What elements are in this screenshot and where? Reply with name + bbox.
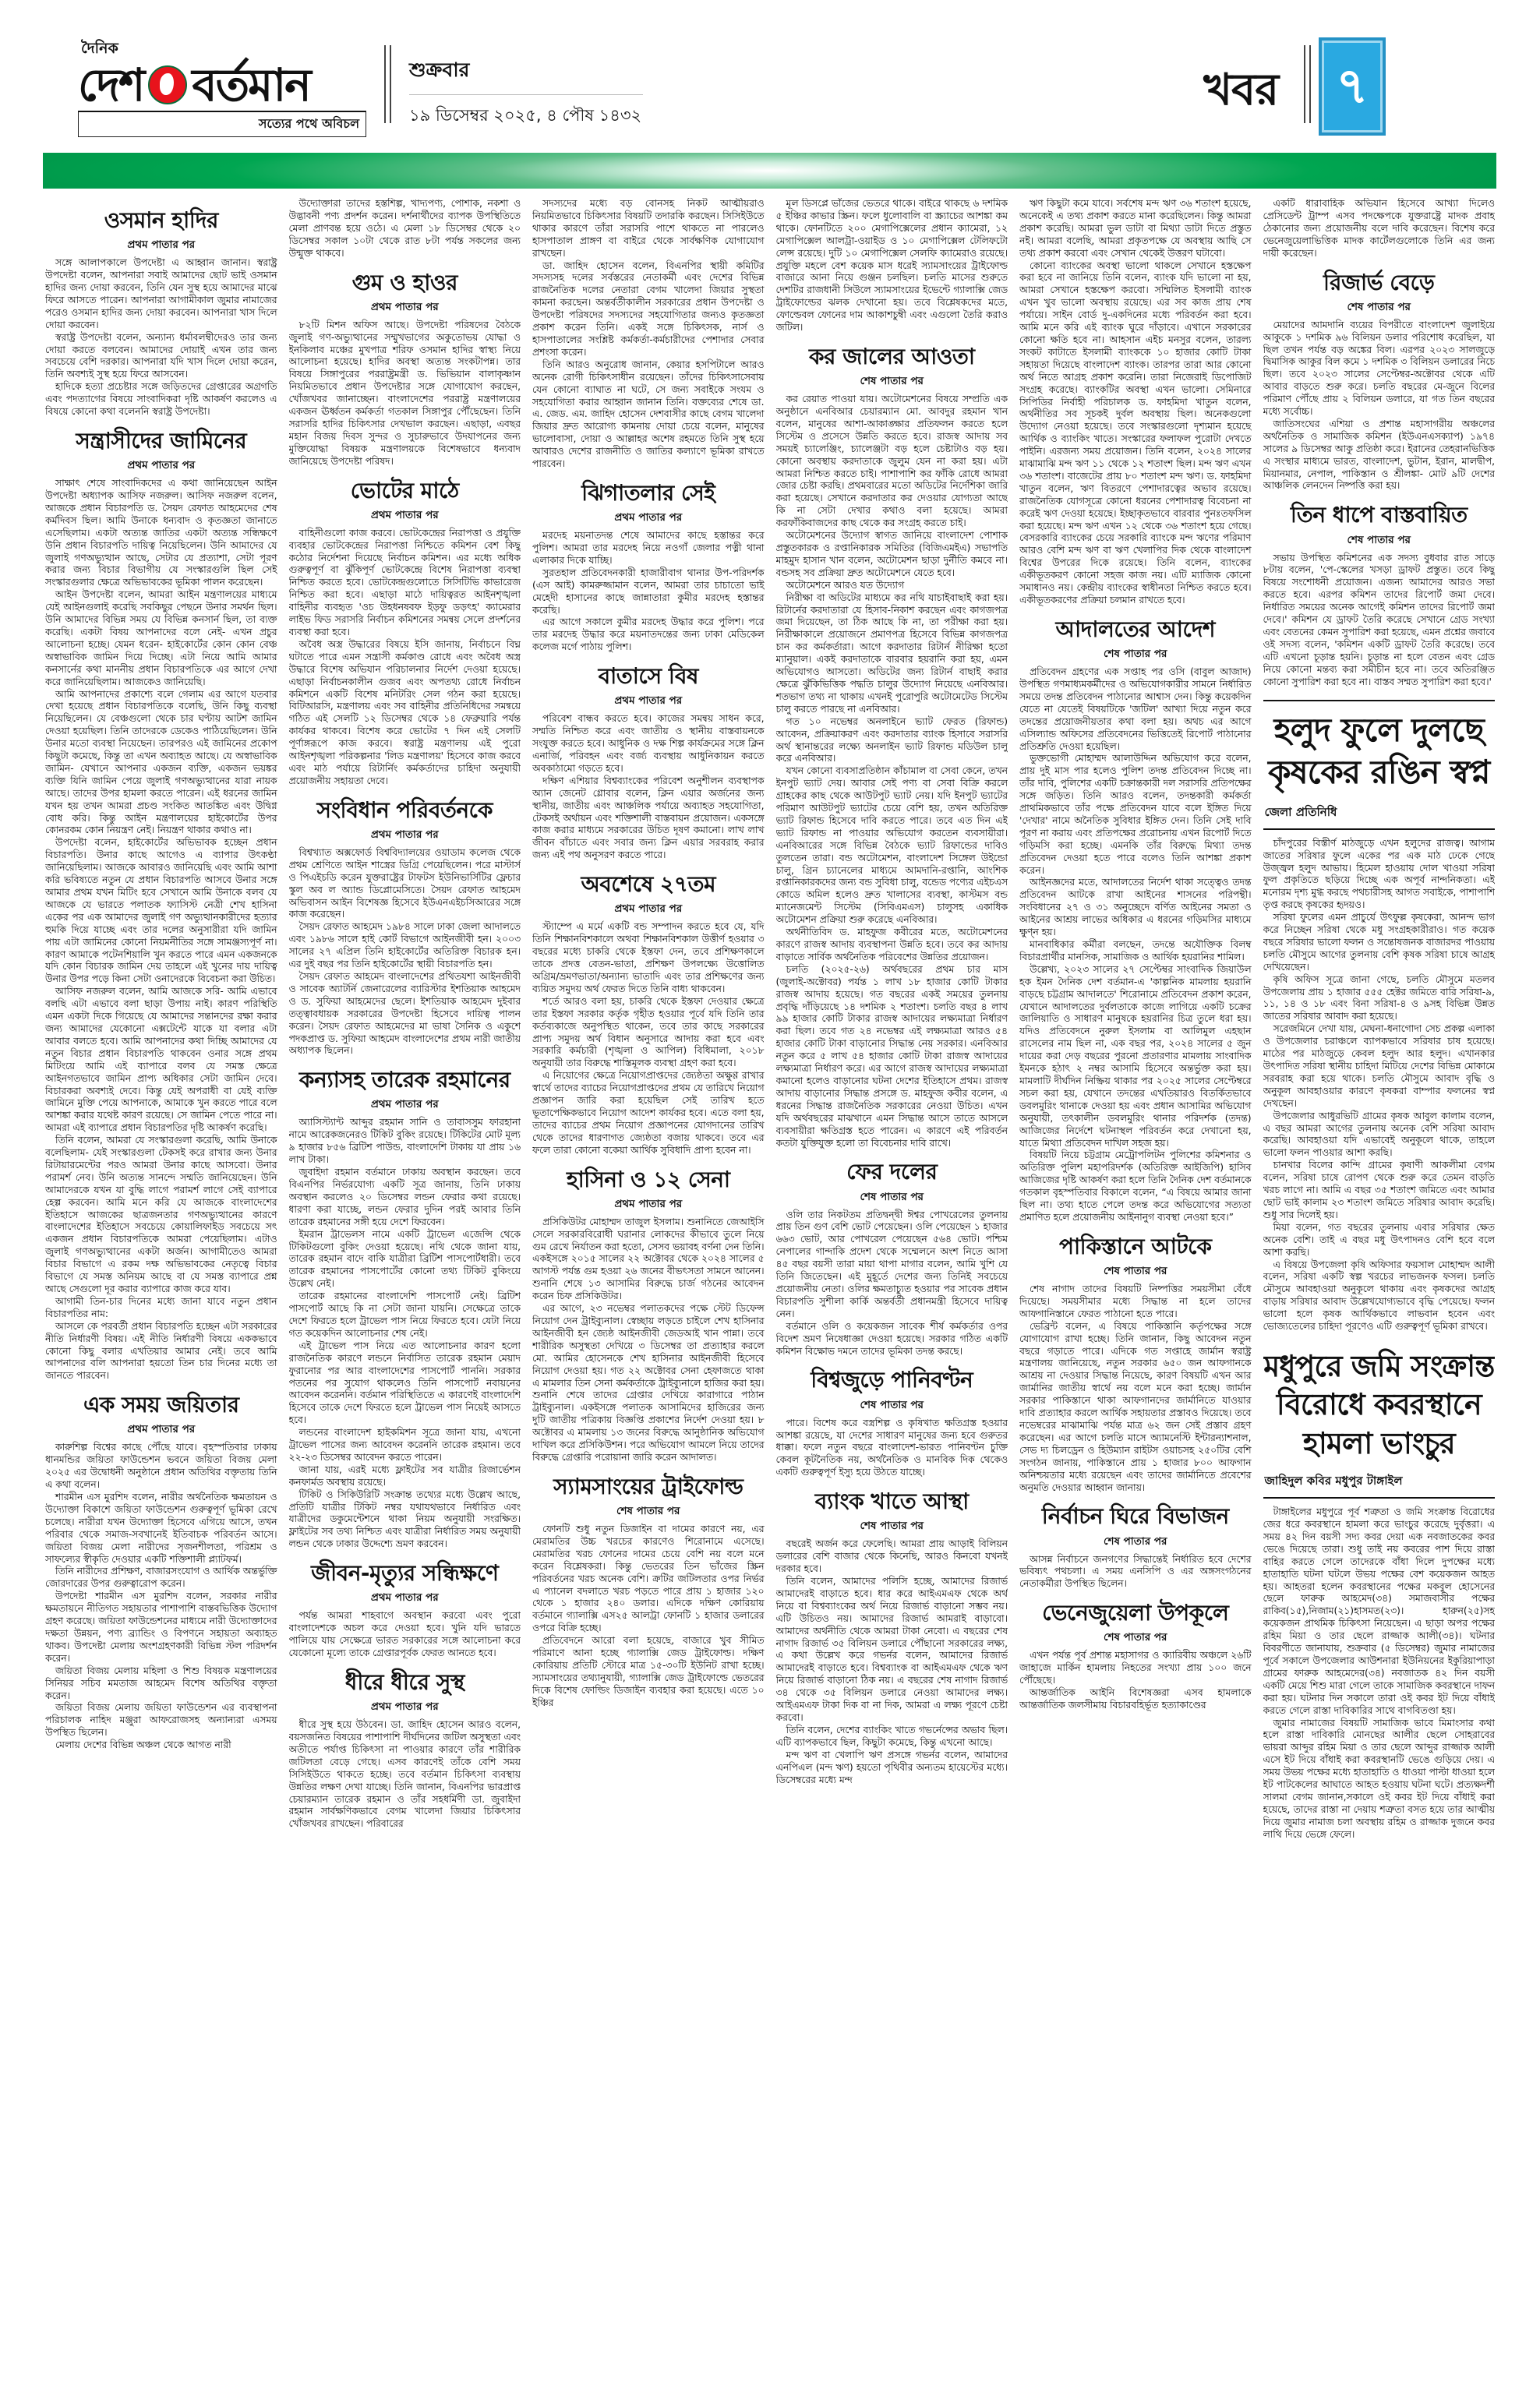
article-paragraph: মেলায় দেশের বিভিন্ন অঞ্চল থেকে আগত নারী — [55, 1739, 231, 1751]
weekday-label: শুক্রবার — [409, 58, 470, 81]
article-headline: হাসিনা ও ১২ সেনা — [566, 1166, 730, 1192]
article-paragraph: আইনজ্ঞদের মতে, আদালতের নির্দেশ থাকা সত্ত্বেও তদন্ত প্রতিবেদন আটকে রাখা আইনের শাসনের পরিপন্থী। সংবিধানের ২৭ ও ৩১ অনুচ্ছেদে বর্ণিত আইনের সমতা ও আইনের আশ্রয় লাভের অধিকার এ ধরনের গড়িমসির মাধ্যমে ক্ষুণ্ন হয়। — [1019, 877, 1252, 938]
article-paragraph: সঙ্গে আলাপকালে উপদেষ্টা এ আহ্বান জানান। স্বরাষ্ট্র উপদেষ্টা বলেন, আপনারা সবাই আমাদের ছোট ভাই ওসমান হাদির জন্য দোয়া করবেন, তিনি যেন সুস্থ হয়ে আমাদের মাঝে ফিরে আসতে পারেন। আপনারা আগামীকাল জুমার নামাজের পরেও ওসমান হাদির জন্য দোয়া করবেন। আপনারা খাস দিলে দোয়া করবেন। — [45, 257, 277, 330]
article-paragraph: জাতিসংঘের এশিয়া ও প্রশান্ত মহাসাগরীয় অঞ্চলের অর্থনৈতিক ও সামাজিক কমিশন (ইউএনএসক্যাপ) ১৯৭৪ সালের ৯ ডিসেম্বর আকু প্রতিষ্ঠা করে। ইরানের তেহরানভিত্তিক এ সংস্থার মাধ্যমে ভারত, বাংলাদেশ, ভুটান, ইরান, মালদ্বীপ, মিয়ানমার, নেপাল, পাকিস্তান ও শ্রীলঙ্কা- মোট ৯টি দেশের আঞ্চলিক লেনদেন নিষ্পত্তি করা হয়। — [1263, 418, 1495, 492]
article-headline: জীবন-মৃত্যুর সন্ধিক্ষণে — [311, 1560, 499, 1587]
masthead-daily-label: দৈনিক — [81, 40, 118, 57]
article-paragraph: এই ট্রাভেল পাস নিয়ে এত আলোচনার কারণ হলো রাজনৈতিক কারণে লন্ডনে নির্বাসিত তারেক রহমান মেয়াদ ফুরানোর পর আর বাংলাদেশের পাসপোর্ট পাননি। সরকার পতনের পর সুযোগ থাকলেও তিনি পাসপোর্ট নবায়নের আবেদন করেননি। বর্তমান পরিস্থিতিতে এ কারণেই বাংলাদেশি হিসেবে তাকে দেশে ফিরতে হলে ট্রাভেল পাস নিয়েই আসতে হবে। — [288, 1340, 521, 1426]
article-paragraph: পর্যন্ত আমরা শাহবাগে অবস্থান করবো এবং পুরো বাংলাদেশকে অচল করে দেওয়া হবে। খুনি যদি ভারতে পালিয়ে যায় সেক্ষেত্রে ভারত সরকারের সঙ্গে আলোচনা করে যেকোনো মূল্যে তাকে গ্রেপ্তারপূর্বক ফেরত আনতে হবে। — [288, 1610, 521, 1659]
article-body — [532, 1524, 765, 1710]
title-right: বর্তমান — [192, 58, 310, 111]
article-paragraph: সরেজমিনে দেখা যায়, মেঘনা-ধনাগোদা সেচ প্রকল্প এলাকা ও উপজেলার চরাঞ্চলে ব্যাপকভাবে সরিষার চাষ হয়েছে। মাঠের পর মাঠজুড়ে কেবল হলুদ আর হলুদ। এখানকার উৎপাদিত সরিষা স্থানীয় চাহিদা মিটিয়ে দেশের বিভিন্ন মোকামে সরবরাহ করা হয়ে থাকে। চলতি মৌসুমে আবাদ বৃদ্ধি ও অনুকূল আবহাওয়ার কারণে কৃষকরা বাম্পার ফলনের স্বপ্ন দেখছেন। — [1263, 1023, 1495, 1109]
continued-from-label: প্রথম পাতার পর — [127, 238, 196, 252]
article-paragraph: উপদেষ্টা শারমীন এস মুরশিদ বলেন, সরকার নারীর ক্ষমতায়নে নীতিগত সহায়তার পাশাপাশি বাস্তবভিত্তিক উদ্যোগ গ্রহণ করেছে। জয়িতা ফাউন্ডেশনের মাধ্যমে নারী উদ্যোক্তাদের দক্ষতা উন্নয়ন, পণ্য ব্র্যান্ডিং ও বিপণনে সহায়তা অব্যাহত থাকব। উপদেষ্টা মেলায় অংশগ্রহণকারী বিভিন্ন স্টল পরিদর্শন করেন। — [45, 1591, 277, 1664]
newspaper-masthead — [78, 37, 366, 137]
article-body — [289, 1117, 521, 1551]
article-paragraph: কারুশিল্প বিশ্বের কাছে পৌঁছে যাবে। বৃহস্পতিবার ঢাকায় ধানমন্ডির জয়িতা ফাউন্ডেশন ভবনে জয়িতা বিজয় মেলা ২০২৫ এর উদ্বোধনী অনুষ্ঠানে প্রধান অতিথির বক্তৃতায় তিনি এ কথা বলেন। — [45, 1442, 277, 1491]
article-paragraph: যখন কোনো ব্যবসাপ্রতিষ্ঠান কাঁচামাল বা সেবা কেনে, তখন ইনপুট ভ্যাট দেয়। আবার সেই পণ্য বা সেবা বিক্রি করলে গ্রাহকের কাছ থেকে আউটপুট ভ্যাট নেয়। যদি ইনপুট ভ্যাটের পরিমাণ আউটপুট ভ্যাটের চেয়ে বেশি হয়, তখন অতিরিক্ত ভ্যাট রিফান্ড হিসেবে দাবি করতে পারে। তবে এত দিন এই ভ্যাট রিফান্ড না পাওয়ার অভিযোগ করতেন ব্যবসায়ীরা। এনবিআরের সঙ্গে বিভিন্ন বৈঠকে ভ্যাট রিফান্ডের দাবিও তুলতেন তারা। বন্ড অটোমেশন, বাংলাদেশ সিঙ্গেল উইন্ডো চালু, গ্রিন চ্যানেলের মাধ্যমে আমদানি-রপ্তানি, আংশিক রপ্তানিকারকদের জন্য বন্ড সুবিধা চালু, বন্ডেড পণ্যের এইচএস কোডে অমিল হলেও দ্রুত খালাসের ব্যবস্থা, কাস্টমস বন্ড ম্যানেজমেন্ট সিস্টেম (সিবিএমএস) চালুসহ একাধিক অটোমেশন প্রক্রিয়া শুরু করেছে এনবিআর। — [775, 765, 1008, 926]
title-left: দেশ — [78, 58, 144, 111]
article-paragraph: এর আগে, ২৩ নভেম্বর পলাতকদের পক্ষে স্টেট ডিফেন্স নিয়োগ দেন ট্রাইব্যুনাল। স্বেচ্ছায় লড়তে চাইলে শেখ হাসিনার আইনজীবী হন জ্যেষ্ঠ আইনজীবী জেডআই খান পান্না। তবে শারীরিক অসুস্থতা দেখিয়ে ৩ ডিসেম্বর তা প্রত্যাহার করলে মো. আমির হোসেনকে শেখ হাসিনার আইনজীবী হিসেবে নিয়োগ দেওয়া হয়। গত ২২ অক্টোবর সেনা হেফাজতে থাকা এ মামলার তিন সেনা কর্মকর্তাকে ট্রাইব্যুনালে হাজির করা হয়। শুনানি শেষে তাদের গ্রেপ্তার দেখিয়ে কারাগারে পাঠান ট্রাইব্যুনাল। একইসঙ্গে পলাতক আসামিদের হাজিরের জন্য দুটি জাতীয় পত্রিকায় বিজ্ঞপ্তি প্রকাশের নির্দেশ দেওয়া হয়। ৮ অক্টোবর এ মামলায় ১৩ জনের বিরুদ্ধে আনুষ্ঠানিক অভিযোগ দাখিল করে প্রসিকিউশন। পরে অভিযোগ আমলে নিয়ে তাদের বিরুদ্ধে গ্রেপ্তারি পরোয়ানা জারি করেন আদালত। — [532, 1303, 765, 1463]
article-paragraph: ভেব্রিন্ট বলেন, এ বিষয়ে পাকিস্তানি কর্তৃপক্ষের সঙ্গে যোগাযোগ রাখা হচ্ছে। তিনি জানান, কিছু আবেদন নতুন বছরে গড়াতে পারে। এদিকে গত সপ্তাহে জার্মান স্বরাষ্ট্র মন্ত্রণালয় জানিয়েছে, নতুন সরকার ৬৫০ জন আফগানকে আশ্রয় না দেওয়ার সিদ্ধান্ত নিয়েছে, কারণ বিষয়টি এখন আর জার্মানির জাতীয় স্বার্থে নয় বলে মনে করা হচ্ছে। জার্মান সরকার পাকিস্তানে থাকা আফগানদের জার্মানিতে যাওয়ার দাবি প্রত্যাহার করলে আর্থিক সহায়তার প্রস্তাবও দিয়েছে। তবে নভেম্বরের মাঝামাঝি পর্যন্ত মাত্র ৬২ জন সেই প্রস্তাব গ্রহণ করেছেন। এর আগে চলতি মাসে অ্যামনেস্টি ইন্টারন্যাশনাল, সেভ দ্য চিলড্রেন ও হিউম্যান রাইটস ওয়াচসহ ২৫০টির বেশি সংগঠন জানায়, পাকিস্তানে প্রায় ১ হাজার ৮০০ আফগান অনিশ্চয়তার মধ্যে রয়েছেন এবং তাদের জার্মানিতে প্রবেশের অনুমতি দেওয়ার আহ্বান জানায়। — [1019, 1320, 1252, 1493]
article-headline: ঝিগাতলার সেই — [581, 479, 715, 506]
article-paragraph: এর আগে সকালে কুমীর মরদেহ উদ্ধার করে পুলিশ। পরে তার মরদেহ উদ্ধার করে ময়নাতদন্তের জন্য ঢাকা মেডিকেল কলেজ মর্গে পাঠায় পুলিশ। — [532, 616, 765, 653]
article-paragraph: মন্দ ঋণ বা খেলাপি ঋণ প্রসঙ্গে গভর্নর বলেন, আমাদের এনপিএল (মন্দ ঋণ) হয়তো পৃথিবীর অন্যতম হায়েস্টের মধ্যে। ডিসেম্বরের মধ্যে মন্দ — [775, 1749, 1008, 1785]
continued-from-label: প্রথম পাতার পর — [614, 511, 683, 524]
article-paragraph: সৈয়দ রেফাত আহমেদ ১৯৮৪ সালে ঢাকা জেলা আদালতে এবং ১৯৮৬ সালে হাই কোর্ট বিভাগে আইনজীবী হন। ২০০৩ সালের ২৭ এপ্রিল তিনি হাইকোর্টের অতিরিক্ত বিচারক হন। এর দুই বছর পর তিনি হাইকোর্টের স্থায়ী বিচারপতি হন। — [288, 921, 521, 970]
continued-from-label: শেষ পাতার পর — [616, 1505, 680, 1517]
article-paragraph: কর রেয়াত পাওয়া যায়। অটোমেশনের বিষয়ে সম্প্রতি এক অনুষ্ঠানে এনবিআর চেয়ারম্যান মো. আবদুর রহমান খান বলেন, মানুষের আশা-আকাঙ্ক্ষার প্রতিফলন করতে হলে সিস্টেম ও প্রসেসে উন্নতি করতে হবে। রাজস্ব আদায় সব সময়ই চ্যালেঞ্জিং, চ্যালেঞ্জটা বড় হলে চেষ্টাটাও বড় হয়। কোনো অবস্থায় করদাতাকে জুলুম যেন না করা হয়। এটা আমরা নিশ্চিত করতে চাই। পাশাপাশি কর ফাঁকি রোধে আমরা জোর চেষ্টা করছি। প্রথমবারের মতো অডিটের নির্দেশিকা জারি করা হয়েছে। সেখানে করদাতার কর দেওয়ার যোগ্যতা আছে কি না সেটা দেখার কথাও বলা হয়েছে। আমরা করফাঁকিবাজদের কাছ থেকে কর সংগ্রহ করতে চাই। — [775, 394, 1008, 529]
article-paragraph: মূল ডিসপ্লে ভাঁজের ভেতরে থাকে। বাইরে থাকছে ৬ দশমিক ৫ ইঞ্চির কাভার স্ক্রিন। ফলে ধুলোবালি বা স্ক্র্যাচের আশঙ্কা কম থাকে। ফোনটিতে ২০০ মেগাপিক্সেলের প্রধান ক্যামেরা, ১২ মেগাপিক্সেল আলট্রা-ওয়াইড ও ১০ মেগাপিক্সেল টেলিফটো লেন্স রয়েছে। দুটি ১০ মেগাপিক্সেল সেলফি ক্যামেরাও রয়েছে। প্রযুক্তি মহলে বেশ কয়েক মাস ধরেই স্যামসাংয়ের ট্রাইফোল্ড বাজারে আনা নিয়ে গুঞ্জন চলছিল। চলতি মাসের শুরুতে দেশটির রাজধানী সিউলে স্যামসাংয়ের ইভেন্টে গ্যালাক্সি জেড ট্রাইফোল্ডের ঝলক দেখানো হয়। তবে বিশ্লেষকদের মতে, ফোল্ডেবল ফোনের দাম আকাশচুম্বী এবং এগুলো তৈরি করাও জটিল। — [775, 198, 1008, 334]
reporter-byline: জাহিদুল কবির মধুপুর টাঙ্গাইল — [1263, 1469, 1496, 1499]
article-paragraph: তিনি আরও অনুরোধ জানান, কেয়ার হসপিটালে আরও অনেক রোগী চিকিৎসাধীন রয়েছেন। তাঁদের চিকিৎসাসেবায় যেন কোনো ব্যাঘাত না ঘটে, সে জন্য সবাইকে সংযম ও সহযোগিতা করার আহ্বান জানান তিনি। বক্তব্যের শেষে ডা. এ. জেড. এম. জাহিদ হোসেন দেশবাসীর কাছে বেগম খালেদা জিয়ার দ্রুত আরোগ্য কামনায় দোয়া চেয়ে বলেন, মানুষের ভালোবাসা, দোয়া ও আল্লাহর অশেষ রহমতে তিনি সুস্থ হয়ে আবারও দেশের রাজনীতি ও জাতির কল্যাণে ভূমিকা রাখতে পারবেন। — [532, 358, 765, 470]
continued-from-label: প্রথম পাতার পর — [370, 300, 439, 313]
newspaper-column-2 — [289, 198, 521, 2311]
article-headline: তিন ধাপে বাস্তবায়িত — [1290, 502, 1468, 528]
header-divider-left — [384, 45, 391, 123]
article-paragraph: অটোমেশনের উদ্যোগ স্বাগত জানিয়ে বাংলাদেশ পোশাক প্রস্তুতকারক ও রপ্তানিকারক সমিতির (বিজিএমইএ) সভাপতি মাহমুদ হাসান খান বলেন, অটোমেশন ছাড়া দুর্নীতি কমবে না। বন্ডসহ সব প্রক্রিয়া দ্রুত অটোমেশনে যেতে হবে। — [775, 530, 1008, 578]
article-headline: সংবিধান পরিবর্তনকে — [316, 796, 493, 823]
article-headline: নির্বাচন ঘিরে বিভাজন — [1041, 1503, 1229, 1530]
article-paragraph: তিনি বলেন, আমাদের পলিসি হচ্ছে, আমাদের রিজার্ভ আমাদেরই বাড়াতে হবে। ধার করে আইএমএফ থেকে অর্থ নিয়ে বা বিশ্বব্যাংকের অর্থ নিয়ে রিজার্ভ বাড়ানো সম্ভব নয়। এটি উচিতও নয়। আমাদের রিজার্ভ আমরাই বাড়াবো। আমাদের অর্থনীতি থেকে আমরা টাকা নেবো। এ বছরের শেষ নাগাদ রিজার্ভ ৩৫ বিলিয়ন ডলারে পৌঁছানো সরকারের লক্ষ্য, এ কথা উল্লেখ করে গভর্নর বলেন, আমাদের রিজার্ভ আমাদেরই বাড়াতে হবে। বিশ্বব্যাংক বা আইএমএফ থেকে ঋণ নিয়ে রিজার্ভ বাড়ানো ঠিক নয়। এ বছরের শেষ নাগাদ রিজার্ভ ৩৪ থেকে ৩৫ বিলিয়ন ডলারে নেওয়া আমাদের লক্ষ্য। আইএমএফ টাকা দিক বা না দিক, আমরা এ লক্ষ্য পূরণে চেষ্টা করবো। — [775, 1576, 1008, 1723]
section-rule — [1263, 700, 1496, 701]
masthead-tagline: সত্যের পথে অবিচল — [78, 111, 366, 137]
continued-from-label: শেষ পাতার পর — [1104, 1631, 1167, 1644]
article-headline: সন্ত্রাসীদের জামিনের — [76, 427, 247, 454]
article-body — [289, 847, 521, 1058]
article-body — [289, 1610, 521, 1660]
article-body — [532, 198, 765, 471]
article-paragraph: পরিবেশ বান্ধব করতে হবে। কাজের সমন্বয় সাধন করে, সম্মতি নিশ্চিত করে এবং জাতীয় ও স্থানীয় বাস্তবায়নকে সংযুক্ত করতে হবে। আধুনিক ও দক্ষ শিল্প কার্যক্রমের সঙ্গে ক্লিন এনার্জি, পরিবহন এবং বর্জ্য ব্যবস্থায় আধুনিকায়ন করতে অবকাঠামো গড়তে হবে। — [532, 713, 765, 774]
article-paragraph: বিশ্বখ্যাত অক্সফোর্ড বিশ্ববিদ্যালয়ের ওয়াডাম কলেজ থেকে প্রথম শ্রেণিতে আইন শাস্ত্রের ডিগ্রি পেয়েছিলেন। পরে মাস্টার্স ও পিএইচডি করেন যুক্তরাষ্ট্রের টাফটস ইউনিভার্সিটির ফ্লেচার স্কুল অব ল অ্যান্ড ডিপ্লোমেসিতে। সৈয়দ রেফাত আহমেদ অভিবাসন আইন বিশেষজ্ঞ হিসেবে ইউএনএইচসিআরের সঙ্গে কাজ করেছেন। — [288, 846, 521, 920]
article-paragraph: প্রতিবেদন গ্রহণের এক সপ্তাহ পর ওসি (বাবুল আজাদ) উপস্থিত গণমাধ্যমকর্মীদের ও অভিযোগকারীর সামনে নির্ধারিত সময়ে তদন্ত প্রতিবেদন পাঠানোর আশ্বাস দেন। কিন্তু কয়েকদিন যেতে না যেতেই বিষয়টিকে 'জটিল' আখ্যা দিয়ে নতুন করে তদন্তের প্রয়োজনীয়তার কথা বলা হয়। অথচ এর আগে এসিল্যান্ড অফিসের প্রতিবেদনের ভিত্তিতেই রিপোর্ট পাঠানোর প্রতিশ্রুতি দেওয়া হয়েছিল। — [1019, 666, 1252, 752]
article-paragraph: সৈয়দ রেফাত আহমেদ বাংলাদেশের প্রথিতযশা আইনজীবী ও সাবেক অ্যাটর্নি জেনারেলের ব্যারিস্টার ইশতিয়াক আহমেদ ও ড. সুফিয়া আহমেদের ছেলে। ইশতিয়াক আহমেদ দুইবার তত্ত্বাবধায়ক সরকারের উপদেষ্টা হিসেবে দায়িত্ব পালন করেন। সৈয়দ রেফাত আহমেদের মা ভাষা সৈনিক ও একুশে পদকপ্রাপ্ত ড. সুফিয়া আহমেদ বাংলাদেশের প্রথম নারী জাতীয় অধ্যাপক ছিলেন। — [288, 970, 521, 1057]
article-paragraph: উপদেষ্টা বলেন, হাইকোর্টের অভিভাবক হচ্ছেন প্রধান বিচারপতি। উনার কাছে আগেও এ ব্যাপার উৎকণ্ঠা জানিয়েছিলাম। আজকে আবারও জানিয়েছি এবং আমি আশা করি ভবিষ্যতে নতুন যে প্রধান বিচারপতি আসবে উনার সঙ্গে আমার প্রথম যখন মিটিং হবে সেখানে আমি উনাকে বলব যে আজকে যে ভারতে পলাতক ফ্যাসিস্ট নেত্রী শেখ হাসিনা একের পর এক আমাদের জুলাই গণ অভ্যুত্থানকারীদের হত্যার হুমকি দিয়ে যাচ্ছে এবং তার দলের অনুসারীরা যদি জামিন পায় এটা জামিনের কোনো নিয়মনীতির সঙ্গে সামঞ্জস্যপূর্ণ না। কারণ আমাকে পটেনশিয়ালি খুন করতে পারে এমন একজনকে যদি কোন বিচারক জামিন দেয় তাহলে এই খুনের দায় দায়িত্ব উনার উপর পড়ে কিনা সেটা ওনাদেরকে বিবেচনা করা উচিত। — [45, 837, 277, 985]
article-paragraph: ডা. জাহিদ হোসেন বলেন, বিএনপির স্থায়ী কমিটির সদস্যসহ দলের সর্বস্তরের নেতাকর্মী এবং দেশের বিভিন্ন রাজনৈতিক দলের নেতারা বেগম খালেদা জিয়ার সুস্থতা কামনা করছেন। অন্তর্বর্তীকালীন সরকারের প্রধান উপদেষ্টা ও উপদেষ্টা পরিষদের সদস্যদের সহযোগিতার জন্যও কৃতজ্ঞতা প্রকাশ করেন তিনি। একই সঙ্গে চিকিৎসক, নার্স ও হাসপাতালের সংশ্লিষ্ট কর্মকর্তা-কর্মচারীদের পেশাদার সেবার প্রশংসা করেন। — [532, 260, 765, 358]
article-paragraph: লন্ডনের বাংলাদেশ হাইকমিশন সূত্রে জানা যায়, এখনো ট্রাভেল পাসের জন্য আবেদন করেননি তারেক রহমান। তবে ২২-২৩ ডিসেম্বর আবেদন করতে পারেন। — [288, 1427, 521, 1463]
article-paragraph: মিয়া বলেন, গত বছরের তুলনায় এবার সরিষার ক্ষেত অনেক বেশি। তাই এ বছর মধু উৎপাদনও বেশি হবে বলে আশা করছি। — [1263, 1221, 1495, 1258]
article-paragraph: আসলে কে পরবর্তী প্রধান বিচারপতি হচ্ছেন এটা সরকারের নীতি নির্ধারণী বিষয়। এই নীতি নির্ধারণী বিষয়ে এককভাবে কোনো কিছু বলার এখতিয়ার আমার নেই। তবে আমি আপনাদের বলি আপনারা হয়তো তিন চার দিনের মধ্যে তা জানতে পারবেন। — [45, 1320, 277, 1382]
article-paragraph: চাঁদপুরের বিস্তীর্ণ মাঠজুড়ে এখন হলুদের রাজত্ব। আগাম জাতের সরিষার ফুলে একের পর এক মাঠ ঢেকে গেছে উজ্জ্বল হলুদ আভায়। হিমেল হাওয়ায় দোল খাওয়া সরিষা ফুল প্রকৃতিতে ছড়িয়ে দিচ্ছে এক অপূর্ব নান্দনিকতা। এই মনোরম দৃশ্য মুগ্ধ করছে পথচারীসহ আগত সবাইকে, পাশাপাশি তৃপ্ত করছে কৃষকের হৃদয়ও। — [1263, 837, 1495, 911]
article-paragraph: অবৈধ অস্ত্র উদ্ধারের বিষয়ে ইসি জানায়, নির্বাচনে বিঘ্ন ঘটাতে পারে এমন সন্ত্রাসী কর্মকাণ্ড রোধে এবং অবৈধ অস্ত্র উদ্ধারে বিশেষ অভিযান পরিচালনার নির্দেশ দেওয়া হয়েছে। এছাড়া নির্বাচনকালীন গুজব এবং অপতথ্য রোধে নির্বাচন কমিশনে একটি বিশেষ মনিটরিং সেল গঠন করা হয়েছে। বিটিআরসি, মন্ত্রণালয় এবং সব বাহিনীর প্রতিনিধিদের সমন্বয়ে গঠিত এই সেলটি ১২ ডিসেম্বর থেকে ১৪ ফেব্রুয়ারি পর্যন্ত কার্যকর থাকবে। বিশেষ করে ভোটের ৭ দিন এই সেলটি পূর্ণাঙ্গরূপে কাজ করবে। স্বরাষ্ট্র মন্ত্রণালয় এই পুরো আইনশৃঙ্খলা পরিকল্পনার 'লিড মন্ত্রণালয়' হিসেবে কাজ করবে এবং মাঠ পর্যায়ে রিটার্নিং কর্মকর্তাদের চাহিদা অনুযায়ী প্রয়োজনীয় সহায়তা দেবে। — [288, 638, 521, 786]
article-headline: কন্যাসহ তারেক রহমানের — [298, 1067, 510, 1093]
article-paragraph: আগামী তিন-চার দিনের মধ্যে জানা যাবে নতুন প্রধান বিচারপতির নাম: — [45, 1295, 277, 1319]
article-paragraph: জুবাইদা রহমান বর্তমানে ঢাকায় অবস্থান করছেন। তবে বিএনপির নির্ভরযোগ্য একটি সূত্র জানায়, তিনি ঢাকায় অবস্থান করলেও ২০ ডিসেম্বর লন্ডন ফেরার কথা রয়েছে। ধারণা করা যাচ্ছে, লন্ডন ফেরার দুদিন পরই আবার তিনি তারেক রহমানের সঙ্গী হয়ে দেশে ফিরবেন। — [288, 1167, 521, 1227]
article-body — [1019, 1554, 1252, 1591]
article-paragraph: ধীরে সুস্থ হয়ে উঠবেন। ডা. জাহিদ হোসেন আরও বলেন, বয়সজনিত বিষয়ের পাশাপাশি দীর্ঘদিনের জটিল অসুস্থতা এবং অতীতে পর্যাপ্ত চিকিৎসা না পাওয়ার কারণে তাঁর শারীরিক জটিলতা বেড়ে গেছে। এসব কারণেই তাঁকে বেশি সময় সিসিইউতে থাকতে হচ্ছে। তবে বর্তমান চিকিৎসা ব্যবস্থায় উন্নতির লক্ষণ দেখা যাচ্ছে। তিনি জানান, বিএনপির ভারপ্রাপ্ত চেয়ারম্যান তারেক রহমান ও তাঁর সহধর্মিণী ডা. জুবাইদা রহমান সার্বক্ষণিকভাবে বেগম খালেদা জিয়ার চিকিৎসার খোঁজখবর রাখছেন। পরিবারের — [288, 1719, 521, 1830]
article-paragraph: প্রসিকিউটর মোহাম্মদ তাজুল ইসলাম। শুনানিতে জেআইসি সেলে সরকারবিরোধী ঘরানার লোকদের কীভাবে তুলে নিয়ে গুম রেখে নির্যাতন করা হতো, সেসব ভয়াবহ বর্ণনা দেন তিনি। একইসঙ্গে ২০১৫ সালের ২২ অক্টোবর থেকে ২০২৪ সালের ৫ আগস্ট পর্যন্ত গুম হওয়া ২৬ জনের বীভৎসতা সামনে আনেন। শুনানি শেষে ১৩ আসামির বিরুদ্ধে চার্জ গঠনের আবেদন করেন চিফ প্রসিকিউটর। — [532, 1216, 765, 1302]
article-paragraph: এখন পর্যন্ত পূর্ব প্রশান্ত মহাসাগর ও ক্যারিবীয় অঞ্চলে ২৬টি জাহাজে মার্কিন হামলায় নিহতের সংখ্যা প্রায় ১০০ জনে পৌঁছেছে। — [1019, 1650, 1252, 1686]
article-paragraph: স্ট্যাম্পে এ মর্মে একটি বন্ড সম্পাদন করতে হবে যে, যদি তিনি শিক্ষানবিশকালে অথবা শিক্ষানবিশকাল উত্তীর্ণ হওয়ার ৩ বছরের মধ্যে চাকরি থেকে ইস্তফা দেন, তবে প্রশিক্ষণকালে তাকে প্রদত্ত বেতন-ভাতা, প্রশিক্ষণ উপলক্ষ্যে উত্তোলিত অগ্রিম/ভ্রমণভাতা/অন্যান্য ভাতাদি এবং তার প্রশিক্ষণের জন্য ব্যয়িত সমুদয় অর্থ ফেরত দিতে তিনি বাধ্য থাকবেন। — [532, 921, 765, 994]
article-paragraph: শারমীন এস মুরশিদ বলেন, নারীর অর্থনৈতিক ক্ষমতায়ন ও উদ্যোক্তা বিকাশে জয়িতা ফাউন্ডেশন গুরুত্বপূর্ণ ভূমিকা রেখে চলেছে। নারীরা যখন উদ্যোক্তা হিসেবে এগিয়ে আসে, তখন পরিবার থেকে সমাজ-সবখানেই ইতিবাচক পরিবর্তন আসে। জয়িতা বিজয় মেলা নারীদের সৃজনশীলতা, পরিশ্রম ও সাফল্যের স্বীকৃতি দেওয়ার একটি শক্তিশালী প্ল্যাটফর্ম। — [45, 1492, 277, 1565]
article-paragraph: সভায় উপস্থিত কমিশনের এক সদস্য বুধবার রাত সাড়ে ৮টায় বলেন, 'পে-স্কেলের খসড়া ড্রাফট প্রস্তুত। তবে কিছু বিষয়ে সংশোধনী প্রয়োজন। এজন্য আমাদের আরও সভা করতে হবে। এরপর কমিশন তাদের রিপোর্ট জমা দেবে। নির্ধারিত সময়ের অনেক আগেই কমিশন তাদের রিপোর্ট জমা দেবে।' কমিশন যে ড্রাফট তৈরি করেছে সেখানে গ্রেড সংখ্যা এবং বেতনের কেমন সুপারিশ করা হয়েছে, এমন প্রশ্নের জবাবে ওই সদস্য বলেন, 'কমিশন একটি ড্রাফট তৈরি করেছে। তবে এটি এখনো চূড়ান্ত হয়নি। চূড়ান্ত না হলে বেতন এবং গ্রেড নিয়ে কোনো মন্তব্য করা সমীচীন হবে না। তবে অতিরঞ্জিত কোনো সুপারিশ করা হবে না। বাস্তব সম্মত সুপারিশ করা হবে।' — [1263, 552, 1495, 687]
article-paragraph: হাদিকে হত্যা প্রচেষ্টার সঙ্গে জড়িতদের গ্রেপ্তারের অগ্রগতি এবং পদত্যাগের বিষয়ে সাংবাদিকরা দৃষ্টি আকর্ষণ করলেও এ বিষয়ে কোনো কথা বলেননি স্বরাষ্ট্র উপদেষ্টা। — [45, 381, 277, 418]
article-headline: পাকিস্তানে আটকে — [1059, 1233, 1212, 1259]
article-paragraph: আমি আপনাদের প্রকাশ্যে বলে গেলাম এর আগে যতবার দেখা হয়েছে প্রধান বিচারপতিকে বলেছি, উনি কিছু ব্যবস্থা নিয়েছিলেন। যে বেঞ্চগুলো থেকে চার ঘণ্টায় আটশ জামিন দেওয়া হয়েছিল। তিনি তাদেরকে ডেকেও পাঠিয়েছিলেন। উনি উনার মতো ব্যবস্থা নিয়েছেন। তারপরও এই জামিনের প্রকোপ কিছুটা কমেছে, কিন্তু তা এখন অব্যাহত আছে। যে অস্বাভাবিক জামিন- যেখানে আপনার একজন ব্যক্তি, একজন ভয়ঙ্কর ব্যক্তি যিনি জামিন পেয়ে জুলাই গণঅভ্যুত্থানের যারা নায়ক আছে। তাদের উপর হামলা করতে পারেন। এই ধরনের জামিন যখন হয় তখন আমরা প্রচণ্ড সংকিত আতঙ্কিত এবং উদ্বিগ্ন বোধ করি। কিন্তু আইন মন্ত্রণালয়ের হাইকোর্টের উপর কোনরকম কোন নিয়ন্ত্রণ নেই। নিয়ন্ত্রণ থাকার কথাও না। — [45, 688, 277, 836]
article-paragraph: আন্তর্জাতিক আইনি বিশেষজ্ঞরা এসব হামলাকে আন্তর্জাতিক জলসীমায় বিচারবহির্ভূত হত্যাকাণ্ডের — [1019, 1687, 1252, 1711]
article-paragraph: উদ্যোক্তারা তাদের হস্তশিল্প, খাদ্যপণ্য, পোশাক, নকশা ও উদ্ভাবনী পণ্য প্রদর্শন করেন। দর্শনার্থীদের ব্যাপক উপস্থিতিতে মেলা প্রাণবন্ত হয়ে ওঠে। এ মেলা ১৮ ডিসেম্বর থেকে ২০ ডিসেম্বর সকাল ১০টা থেকে রাত ৮টা পর্যন্ত সকলের জন্য উন্মুক্ত থাকবে। — [288, 198, 521, 259]
continued-from-label: প্রথম পাতার পর — [614, 902, 683, 916]
article-paragraph: উল্লেখ্য, ২০২৩ সালের ২৭ সেপ্টেম্বর সাংবাদিক জিয়াউল হক ইমন দৈনিক দেশ বর্তমান-এ 'কাল্পনিক মামলায় হয়রানি বাড়ছে চট্টগ্রাম আদালতে' শিরোনামে প্রতিবেদন প্রকাশ করেন, যেখানে আদালতের দুর্বলতাকে কাজে লাগিয়ে একটি চক্রের জালিয়াতি ও সাধারণ মানুষকে হয়রানির চিত্র তুলে ধরা হয়। যদিও প্রতিবেদনে নুরুল ইসলাম বা আলিমুল এহছান রাসেলের নাম ছিল না, এক বছর পর, ২০২৪ সালের ৫ জুন দায়ের করা দেড় বছরের পুরনো প্রতারণার মামলায় সাংবাদিক ইমনকে হঠাৎ ২ নম্বর আসামি হিসেবে অন্তর্ভুক্ত করা হয়। মামলাটি দীর্ঘদিন নিষ্ক্রিয় থাকার পর ২০২৫ সালের সেপ্টেম্বরে সচল করা হয়, যেখানে তদন্তের এখতিয়ারও বিতর্কিতভাবে ডবলমুরিং থানাকে দেওয়া হয় এবং প্রধান আসামির অভিযোগ অনুযায়ী, তৎকালীন ডবলমুরিং থানার পরিদর্শক (তদন্ত) আজিজের নির্দেশে ঘটনাস্থল পরিবর্তন করে দেখানো হয়, যাতে মিথ্যা প্রতিবেদন দাখিল সহজ হয়। — [1019, 963, 1252, 1149]
article-headline: অবশেষে ২৭তম — [581, 871, 716, 898]
article-paragraph: টিকিট ও সিকিউরিটি সংক্রান্ত তথ্যের মধ্যে উল্লেখ আছে, প্রতিটি যাত্রীর টিকিট নম্বর যথাযথভাবে নির্ধারিত এবং যাত্রীদের ডকুমেন্টেশনে থাকা নিয়ম অনুযায়ী সংরক্ষিত। ফ্লাইটের সব তথ্য নিশ্চিত এবং যাত্রীরা নির্ধারিত সময় অনুযায়ী লন্ডন থেকে ঢাকার উদ্দেশ্যে ভ্রমণ করবেন। — [288, 1488, 521, 1550]
article-body — [776, 394, 1008, 1149]
article-paragraph: মানবাধিকার কর্মীরা বলছেন, তদন্তে অযৌক্তিক বিলম্ব বিচারপ্রার্থীর মানসিক, সামাজিক ও আর্থিক হয়রানির শামিল। — [1019, 939, 1252, 962]
article-body — [1263, 320, 1496, 493]
article-paragraph: মেয়াদের আমদানি ব্যয়ের বিপরীতে বাংলাদেশ জুলাইয়ে আকুকে ১ দশমিক ৯৬ বিলিয়ন ডলার পরিশোধ করেছিল, যা ছিল তখন পর্যন্ত বড় অঙ্কের বিল। এরপর ২০২৩ সালজুড়ে দ্বিমাসিক আকুর বিল কমে ১ দশমিক ৩ বিলিয়ন ডলারের নিচে ছিল। তবে ২০২৩ সালের সেপ্টেম্বর-অক্টোবর থেকে এটি আবার বাড়তে শুরু করে। চলতি বছরের মে-জুনে বিলের পরিমাণ পৌঁছে প্রায় ২ বিলিয়ন ডলারে, যা গত তিন বছরের মধ্যে সর্বোচ্চ। — [1263, 319, 1495, 418]
article-headline: বিশ্বজুড়ে পানিবণ্টন — [811, 1367, 973, 1393]
article-paragraph: তিনি নারীদের প্রশিক্ষণ, বাজারসংযোগ ও আর্থিক অন্তর্ভুক্তি জোরদারের উপর গুরুত্বারোপ করেন। — [45, 1566, 277, 1590]
page-number: ৭ — [1336, 58, 1369, 115]
article-body — [776, 1538, 1008, 1786]
continued-from-label: প্রথম পাতার পর — [127, 459, 196, 472]
article-paragraph: জুমার নামাজের বিষয়টি সামাজিক ভাবে মিমাংসার কথা হলে রাস্তা দাবিকারি মোনছের আলীর ছেলে সোহরাবের ভায়রা আব্দুর রহিম মিয়া ও তার ছেলে আব্দুর রাজ্জাক আলী এসে ইট দিয়ে বাঁধাই করা কবরস্থানটি ভেঙে গুড়িয়ে দেয়। এ সময় উভয় পক্ষের মধ্যে হাতাহাতি ও ধাওয়া পাল্টা ধাওয়া হলে ইট পাটকেলের আঘাতে আহত হওয়ায় ঘটনা ঘটে। প্রত্যক্ষদর্শী সালমা বেগম জানান,সকালে ওই কবর ইট দিয়ে বাঁধাই করা হয়েছে, তাদের রাস্তা না দেয়ায় শত্রুতা বসত হয়ে তার আত্মীয় দিয়ে জুমার নামাজ চলা অবস্থায় রহিম ও রাজ্জাক দুজনে কবর লাথি দিয়ে ভেঙ্গে ফেলে। — [1263, 1717, 1495, 1840]
continued-from-label: শেষ পাতার পর — [860, 1190, 924, 1203]
article-paragraph: অর্থনীতিবিদ ড. মাহফুজ কবীরের মতে, অটোমেশনের কারণে রাজস্ব আদায় ব্যবস্থাপনা উন্নতি হবে। তবে কর আদায় বাড়াতে সার্বিক অর্থনৈতিক পরিবেশের উন্নতির প্রয়োজন। — [775, 927, 1008, 962]
article-paragraph: বর্তমানে ওলি ও কয়েকজন সাবেক শীর্ষ কর্মকর্তার ওপর বিদেশ ভ্রমণ নিষেধাজ্ঞা দেওয়া হয়েছে। সরকার গঠিত একটি কমিশন বিক্ষোভ দমনে তাদের ভূমিকা তদন্ত করছে। — [775, 1320, 1008, 1357]
article-paragraph: প্রতিবেদনে আরো বলা হয়েছে, বাজারে খুব সীমিত পরিমাণে আনা হচ্ছে গ্যালাক্সি জেড ট্রাইফোল্ড। দক্ষিণ কোরিয়ায় প্রতিটি স্টোরে মাত্র ১৫-৩০টি ইউনিট রাখা হচ্ছে। স্যামসাংয়ের তথ্যানুযায়ী, গ্যালাক্সি জেড ট্রাইফোল্ডে ভেতরের দিকে বিশেষ ফোল্ডিং ডিজাইন ব্যবহার করা হয়েছে। এতে ১০ ইঞ্চির — [532, 1635, 765, 1708]
article-paragraph: আসিফ নজরুল বলেন, আমি আজকে সরি- আমি এভাবে বলছি এটা এভাবে বলা ছাড়া উপায় নাই। কারণ পরিস্থিতি এমন একটা দিকে গিয়েছে যে আমাদের সন্তানদের রক্ষা করার জন্য আমাদের যেকোনো এক্সটেন্টে যাকে যা বলার এটা আবার বলতে হবে। আমি আপনাদের কথা দিচ্ছি আমাদের যে নতুন বিচার প্রধান বিচারপতি থাকবেন ওনার সঙ্গে প্রথম মিটিংয়ে আমি এই ব্যাপারে বলব যে সমস্ত ক্ষেত্রে আইনগতভাবে জামিন প্রাপ্য অধিকার সেটা জামিন দেবে। বিচারকরা অবশ্যই দেবে। কিন্তু যেই অপরাধী বা যেই ব্যক্তি জামিনে মুক্তি পেয়ে আপনাকে, আমাকে খুন করতে পারে বলে আশঙ্কা করার যথেষ্ট কারণ রয়েছে। সে জামিন পেতে পারে না। আমরা এই ব্যাপারে প্রধান বিচারপতির দৃষ্টি আকর্ষণ করেছি। — [45, 986, 277, 1134]
article-paragraph: তারেক রহমানের বাংলাদেশি পাসপোর্ট নেই। ব্রিটিশ পাসপোর্ট আছে কি না সেটা জানা যায়নি। সেক্ষেত্রে তাকে দেশে ফিরতে হলে ট্রাভেল পাস নিয়ে ফিরতে হবে। যেটা নিয়ে গত কয়েকদিন আলোচনার শেষ নেই। — [288, 1291, 521, 1339]
article-headline: গুম ও হাওর — [351, 269, 457, 295]
article-paragraph: আসন্ন নির্বাচনে জনগণের সিদ্ধান্তেই নির্ধারিত হবে দেশের ভবিষ্যৎ পথচলা। এ সময় এনসিপি ও এর অঙ্গসংগঠনের নেতাকর্মীরা উপস্থিত ছিলেন। — [1019, 1553, 1252, 1590]
article-body — [1019, 198, 1252, 607]
newspaper-column-4 — [776, 198, 1008, 2311]
article-body — [45, 478, 277, 1382]
article-headline: রিজার্ভ বেড়ে — [1323, 269, 1435, 295]
article-body — [1263, 1506, 1496, 1841]
article-paragraph: ইমরান ট্রাভেলস নামে একটি ট্রাভেল এজেন্সি থেকে টিকিটগুলো বুকিং দেওয়া হয়েছে। নথি থেকে জানা যায়, তারেক রহমান বাদে বাকি যাত্রীরা ব্রিটিশ পাসপোর্টধারী। তবে তারেক রহমানের পাসপোর্টের কোনো তথ্য টিকিট বুকিংয়ে উল্লেখ নেই। — [288, 1228, 521, 1290]
article-paragraph: উপজেলার আধুরভিটি গ্রামের কৃষক আবুল কালাম বলেন, এ বছর আমরা আগের তুলনায় অনেক বেশি সরিষা আবাদ করেছি। আবহাওয়া যদি এভাবেই অনুকূলে থাকে, তাহলে ভালো ফলন পাওয়ার আশা করছি। — [1263, 1110, 1495, 1159]
article-paragraph: কৃষি অফিস সূত্রে জানা গেছে, চলতি মৌসুমে মতলব উপজেলায় প্রায় ১ হাজার ৫৫৫ হেক্টর জমিতে বারি সরিষা-৯, ১১, ১৪ ও ১৮ এবং বিনা সরিষা-৪ ও ৯সহ বিভিন্ন উন্নত জাতের সরিষার আবাদ করা হয়েছে। — [1263, 973, 1495, 1022]
article-body — [1263, 838, 1496, 1333]
article-paragraph: অটোমেশনে আরও যত উদ্যোগ — [786, 579, 905, 591]
article-paragraph: নিরীক্ষা বা অডিটের মাধ্যমে কর নথি যাচাইবাছাই করা হয়। রিটার্নের করদাতারা যে হিসাব-নিকাশ করছেন এবং কাগজপত্র জমা দিয়েছেন, তা ঠিক আছে কি না, তা পরীক্ষা করা হয়। নিরীক্ষাকালে প্রয়োজনে প্রমাণপত্র হিসেবে বিভিন্ন কাগজপত্র চান কর কর্মকর্তারা। আগে করদাতার রিটার্ন নীরিক্ষা হতো ম্যানুয়াল। একই করদাতাকে বারবার হয়রানি করা হয়, এমন অভিযোগও আসতো। অডিটের জন্য রিটার্ন বাছাই করার ক্ষেত্রে ঝুঁকিভিত্তিক পদ্ধতি চালুর উদ্যোগ নিয়েছে এনবিআর। শতভাগ তথ্য না থাকায় এখনই পুরোপুরি অটোমেটেড সিস্টেম চালু করতে পারছে না এনবিআর। — [775, 591, 1008, 715]
section-title: খবর — [1203, 65, 1278, 115]
article-paragraph: সদস্যদের মধ্যে বড় বোনসহ নিকট আত্মীয়রাও নিয়মিতভাবে চিকিৎসার বিষয়টি তদারকি করছেন। সিসিইউতে থাকার কারণে তাঁরা সরাসরি পাশে থাকতে না পারলেও হাসপাতাল প্রাঙ্গণ বা বাইরে থেকে সার্বক্ষণিক যোগাযোগ রাখছেন। — [532, 198, 765, 259]
article-body — [532, 530, 765, 654]
article-paragraph: একটি ধারাবাহিক অভিযান হিসেবে আখ্যা দিলেও প্রেসিডেন্ট ট্রাম্প এসব পদক্ষেপকে যুক্তরাষ্ট্রে মাদক প্রবাহ ঠেকানোর জন্য প্রয়োজনীয় বলে দাবি করেছেন। বিশেষ করে ভেনেজুয়েলাভিত্তিক মাদক কার্টেলগুলোকে তিনি এর জন্য দায়ী করেছেন। — [1263, 198, 1495, 259]
section-divider-bar — [43, 153, 1496, 189]
article-paragraph: ঋণ কিছুটা কমে যাবে। সর্বশেষ মন্দ ঋণ ৩৬ শতাংশ হয়েছে, অনেকেই এ তথ্য প্রকাশ করতে মানা করেছিলেন। কিন্তু আমরা প্রকাশ করেছি। আমরা ভুল ডাটা বা মিথ্যা ডাটা দিতে প্রস্তুত নই। আমরা বলেছি, আমরা প্রকৃতপক্ষে যে অবস্থায় আছি সে তথ্য প্রকাশ করবো এবং সেখান থেকেই উত্তরণ ঘটাবো। — [1019, 198, 1252, 259]
date-block — [409, 55, 643, 130]
newspaper-column-6 — [1263, 198, 1496, 2311]
article-paragraph: মরদেহ ময়নাতদন্ত শেষে আমাদের কাছে হস্তান্তর করে পুলিশ। আমরা তার মরদেহ নিয়ে নওগাঁ জেলার পত্নী থানা এলাকার দিকে যাচ্ছি। — [532, 530, 765, 566]
article-body — [532, 713, 765, 862]
feature-headline-secondary: মধুপুরে জমি সংক্রান্ত বিরোধে কবরস্থানে হামলা ভাংচুর — [1263, 1348, 1495, 1460]
article-paragraph: জয়িতা বিজয় মেলায় জয়িতা ফাউন্ডেশন এর ব্যবস্থাপনা পরিচালক নাহিদ মঞ্জুরা আফরোজসহ অন্যান্যরা এসময় উপস্থিত ছিলেন। — [45, 1702, 277, 1739]
article-paragraph: বিষয়টি নিয়ে চট্টগ্রাম মেট্রোপলিটন পুলিশের কমিশনার ও অতিরিক্ত পুলিশ মহাপরিদর্শক (অতিরিক্ত আইজিপি) হাসিব আজিজের দৃষ্টি আকর্ষণ করা হলে তিনি দৈনিক দেশ বর্তমানকে গতকাল বৃহস্পতিবার বিকালে বলেন, “এ বিষয়ে আমার জানা ছিল না। তথ্য হাতে পেলে তদন্ত করে অভিযোগের সত্যতা প্রমাণিত হলে প্রয়োজনীয় আইনানুগ ব্যবস্থা নেওয়া হবে।” — [1019, 1149, 1252, 1223]
article-body — [45, 1442, 277, 1752]
article-headline: ধীরে ধীরে সুস্থ — [344, 1668, 464, 1695]
reporter-byline: জেলা প্রতিনিধি — [1263, 800, 1496, 830]
continued-from-label: শেষ পাতার পর — [860, 1398, 924, 1411]
bangladesh-map-logo-icon — [148, 65, 187, 104]
continued-from-label: প্রথম পাতার পর — [370, 828, 439, 841]
continued-from-label: প্রথম পাতার পর — [614, 1197, 683, 1210]
article-paragraph: গত ১০ নভেম্বর অনলাইনে ভ্যাট ফেরত (রিফান্ড) আবেদন, প্রক্রিয়াকরণ এবং করদাতার ব্যাংক হিসাবে সরাসরি অর্থ স্থানান্তরের লক্ষ্যে অনলাইন ভ্যাট রিফান্ড মডিউল চালু করে এনবিআর। — [775, 715, 1008, 764]
article-paragraph: এ বিষয়ে উপজেলা কৃষি অফিসার ফয়সাল মোহাম্মদ আলী বলেন, সরিষা একটি স্বল্প খরচের লাভজনক ফসল। চলতি মৌসুমে আবহাওয়া অনুকূলে থাকায় এবং কৃষকদের আগ্রহ বাড়ায় সরিষার আবাদ উল্লেখযোগ্যভাবে বৃদ্ধি পেয়েছে। ফলন ভালো হলে কৃষক আর্থিকভাবে লাভবান হবেন এবং ভোজ্যতেলের চাহিদা পূরণেও এটি গুরুত্বপূর্ণ ভূমিকা রাখবে। — [1263, 1259, 1495, 1333]
continued-from-label: প্রথম পাতার পর — [370, 1591, 439, 1605]
date-line: ১৯ ডিসেম্বর ২০২৫, ৪ পৌষ ১৪৩২ — [409, 94, 643, 130]
article-paragraph: শর্তে আরও বলা হয়, চাকরি থেকে ইস্তফা দেওয়ার ক্ষেত্রে তার ইস্তফা সরকার কর্তৃক গৃহীত হওয়ার পূর্বে যদি তিনি তার কর্তব্যকাজে অনুপস্থিত থাকেন, তবে তার কাছে সরকারের প্রাপ্য সমুদয় অর্থ বিধান অনুসারে আদায় করা হবে এবং সরকারি কর্মচারী (শৃঙ্খলা ও আপিল) বিধিমালা, ২০১৮ অনুযায়ী তার বিরুদ্ধে শাস্তিমূলক ব্যবস্থা গ্রহণ করা হবে। — [532, 995, 765, 1069]
article-paragraph: চলতি (২০২৫-২৬) অর্থবছরের প্রথম চার মাস (জুলাই‑অক্টোবর) পর্যন্ত ১ লাখ ১৮ হাজার কোটি টাকার রাজস্ব আদায় হয়েছে। গত বছরের একই সময়ের তুলনায় প্রবৃদ্ধি দাঁড়িয়েছে ১৪ দশমিক ২ শতাংশ। চলতি বছর ৪ লাখ ৯৯ হাজার কোটি টাকার রাজস্ব আদায়ের লক্ষ্যমাত্রা নির্ধারণ করা ছিল। তবে গত ২৪ নভেম্বর এই লক্ষ্যমাত্রা আরও ৫৪ হাজার কোটি টাকা বাড়ানোর সিদ্ধান্ত নেয় সরকার। এনবিআর নতুন করে ৫ লাখ ৫৪ হাজার কোটি টাকা রাজস্ব আদায়ের লক্ষ্যমাত্রা নির্ধারণ করে। এর আগে রাজস্ব আদায়ের লক্ষ্যমাত্রা কমানো হলেও বাড়ানোর ঘটনা দেশের ইতিহাসে প্রথম। রাজস্ব আদায় বাড়ানোর সিদ্ধান্ত প্রসঙ্গে ড. মাহফুজ কবীর বলেন, এ ধরনের সিদ্ধান্ত রাজনৈতিক সরকারের নেওয়া উচিত। এখন যদি অর্থবছরের মাঝখানে এমন সিদ্ধান্ত আসে তাতে আসলে ব্যবসায়ীরা ক্ষতিগ্রস্ত হতে পারেন। এ কারণে এই পরিবর্তন কতটা যুক্তিযুক্ত হলো তা বিবেচনার দাবি রাখে। — [775, 963, 1008, 1149]
article-headline: স্যামসাংয়ের ট্রাইফোল্ড — [553, 1473, 744, 1499]
continued-from-label: শেষ পাতার পর — [1104, 1534, 1167, 1548]
article-paragraph: দক্ষিণ এশিয়ার বিশ্বব্যাংকের পরিবেশ অনুশীলন ব্যবস্থাপক অ্যান জেনেট গ্লোবার বলেন, ক্লিন এয়ার অর্জনের জন্য স্থানীয়, জাতীয় এবং আঞ্চলিক পর্যায়ে অব্যাহত সহযোগিতা, টেকসই অর্থায়ন এবং শক্তিশালী বাস্তবায়ন প্রয়োজন। একসঙ্গে কাজ করার মাধ্যমে সরকারের উচিত দূষণ কমানো। লাখ লাখ জীবন বাঁচাতে এবং সবার জন্য ক্লিন এয়ার সরবরাহ করার জন্য এই পথ অনুসরণ করতে পারে। — [532, 775, 765, 861]
article-headline: কর জালের আওতা — [808, 343, 975, 369]
article-paragraph: তিনি বলেন, আমরা যে সংস্কারগুলা করেছি, আমি উনাকে বলেছিলাম- যেই সংস্কারগুলা টেকসই করে রাখার জন্য উনার রিটায়ারমেন্টের পরও আমরা উনার কাছে আসবো। উনার পরামর্শ নেব। উনি অত্যন্ত সানন্দে সম্মতি জানিয়েছেন। উনি আমাদেরকে যখন যা বুদ্ধি লাগে পরামর্শ লাগে সেই ব্যাপারে হেল্প করবেন। আমি মনে করি যে আজকে বাংলাদেশের ইতিহাসে আজকের ছাত্রজনতার গণঅভ্যুত্থানের কারণে বাংলাদেশের ইতিহাসে সবচেয়ে কোয়ালিফাইড সবচেয়ে সৎ একজন প্রধান বিচারপতিকে আমরা পেয়েছিলাম। এটাও জুলাই গণঅভ্যুত্থানের একটা অর্জন। আগামীতেও আমরা বিচার বিভাগে এ রকম দক্ষ অভিভাবকের নেতৃত্বে বিচার বিভাগে যে সমস্ত অনিয়ম আছে বা যে সমস্ত ব্যাপারে প্রশ্ন আছে সেগুলো দূর করার ব্যাপারে কাজ করে যাব। — [45, 1135, 277, 1294]
article-body — [776, 1209, 1008, 1358]
continued-from-label: প্রথম পাতার পর — [127, 1423, 196, 1436]
article-paragraph: সরিষা ফুলের এমন প্রাচুর্যে উৎফুল্ল কৃষকেরা, আনন্দ ভাগ করে নিচ্ছেন সরিষা থেকে মধু সংগ্রহকারীরাও। গত কয়েক বছরে সরিষার ভালো ফলন ও সন্তোষজনক বাজারদর পাওয়ায় চলতি মৌসুমে আগের তুলনায় বেশি কৃষক সরিষা চাষে আগ্রহ দেখিয়েছেন। — [1263, 912, 1495, 973]
article-paragraph: ৮২টি মিশন অফিস আছে। উপদেষ্টা পরিষদের বৈঠকে জুলাই গণ-অভ্যুত্থানের সম্মুখভাগের অকুতোভয় যোদ্ধা ও ইনকিলাব মঞ্চের মুখপাত্র শরিফ ওসমান হাদির স্বাস্থ্য নিয়ে আলোচনা হয়েছে। হাদির অবস্থা অত্যন্ত সংকটাপন্ন। তার বিষয়ে সিঙ্গাপুরের পররাষ্ট্রমন্ত্রী ড. ভিভিয়ান বালাকৃষ্ণান নিয়মিতভাবে প্রধান উপদেষ্টার সঙ্গে যোগাযোগ করছেন, খোঁজখবর জানাচ্ছেন। বাংলাদেশের পররাষ্ট্র মন্ত্রণালয়ের একজন ঊর্ধ্বতন কর্মকর্তা গতকাল সিঙ্গাপুর পৌঁছেছেন। তিনি সরাসরি হাদির চিকিৎসার দেখভাল করছেন। এছাড়া, এবছর মহান বিজয় দিবস সুন্দর ও সুচারুভাবে উদযাপনের জন্য মুক্তিযোদ্ধা বিষয়ক মন্ত্রণালয়কে বিশেষভাবে ধন্যবাদ জানিয়েছে উপদেষ্টা পরিষদ। — [288, 319, 521, 467]
feature-headline: হলুদ ফুলে দুলছে কৃষকের রঙিন স্বপ্ন — [1268, 710, 1490, 792]
article-body — [289, 528, 521, 788]
article-paragraph: ভুক্তভোগী মোহাম্মদ আলাউদ্দিন অভিযোগ করে বলেন, প্রায় দুই মাস পার হলেও পুলিশ তদন্ত প্রতিবেদন দিচ্ছে না। তাঁর দাবি, পুলিশের একটি চক্রান্তকারী দল সরাসরি প্রতিপক্ষের সঙ্গে জড়িত। তিনি আরও বলেন, তদন্তকারী কর্মকর্তা প্রাথমিকভাবে তাঁর পক্ষে প্রতিবেদন যাবে বলে ইঙ্গিত দিয়ে 'দেখার' নামে অনৈতিক সুবিধার ইঙ্গিত দেন। তিনি সেই দাবি পূরণ না করায় এবং প্রতিপক্ষের প্ররোচনায় এখন রিপোর্ট দিতে গড়িমসি করা হচ্ছে। এমনকি তাঁর বিরুদ্ধে মিথ্যা তদন্ত প্রতিবেদন দেওয়া হতে পারে বলেও তিনি আশঙ্কা প্রকাশ করেন। — [1019, 753, 1252, 876]
article-paragraph: তিনি বলেন, দেশের ব্যাংকিং খাতে গভর্নেন্সের অভাব ছিল। এটি ব্যাপকভাবে ছিল, কিছুটা কমেছে, কিন্তু এখনো আছে। — [775, 1724, 1008, 1748]
article-body — [1019, 1650, 1252, 1712]
newspaper-column-1 — [45, 198, 277, 2311]
article-body — [776, 198, 1008, 334]
article-paragraph: আইন উপদেষ্টা বলেন, আমরা আইন মন্ত্রণালয়ের মাধ্যমে যেই আইনগুলাই করেছি সবকিছুর পেছনে উনার সমর্থন ছিল। উনি আমাদের বিভিন্ন সময় যে বিভিন্ন কনসার্ন ছিল, তা ব্যক্ত করেছি। একটা বিষয় আপনাদের বলে নেই- এখন প্রচুর আলোচনা হচ্ছে। যেমন ধরেন- হাইকোর্টের কোন কোন বেঞ্চ অস্বাভাবিক জামিন দিয়ে দিচ্ছে। এটা নিয়ে আমি আমার কনসার্নের কথা মাননীয় প্রধান বিচারপতিকে এর আগে দেখা করে জানিয়েছিলাম। আজকেও জানিয়েছি। — [45, 589, 277, 687]
article-paragraph: জানা যায়, এরই মধ্যে ফ্লাইটের সব যাত্রীর রিজার্ভেশন কনফার্মড অবস্থায় রয়েছে। — [288, 1464, 521, 1488]
newspaper-title — [78, 58, 366, 111]
article-paragraph: শেষ নাগাদ তাদের বিষয়টি নিষ্পত্তির সময়সীমা বেঁধে দিয়েছে। সময়সীমার মধ্যে সিদ্ধান্ত না হলে তাদের আফগানিস্তানে ফেরত পাঠানো হতে পারে। — [1019, 1284, 1252, 1319]
continued-from-label: শেষ পাতার পর — [860, 375, 924, 388]
continued-from-label: প্রথম পাতার পর — [370, 508, 439, 521]
article-body — [532, 921, 765, 1156]
article-paragraph: সুরতহাল প্রতিবেদনকারী হাজারীবাগ থানার উপ-পরিদর্শক (এস আই) কামরুজ্জামান বলেন, আমরা তার চাচাতো ভাই মেহেদী হাসানের কাছে জান্নাতারা কুমীর মরদেহ হস্তান্তর করেছি। — [532, 567, 765, 616]
article-paragraph: সাক্ষাৎ শেষে সাংবাদিকদের এ কথা জানিয়েছেন আইন উপদেষ্টা অধ্যাপক আসিফ নজরুল। আসিফ নজরুল বলেন, আজকে প্রধান বিচারপতি ড. সৈয়দ রেফাত আহমেদের শেষ কর্মদিবস ছিল। আমি উনাকে ধন্যবাদ ও কৃতজ্ঞতা জানাতে এসেছিলাম। একটা অত্যন্ত জাতির একটা অত্যন্ত সন্ধিক্ষণে উনি প্রধান বিচারপতি দায়িত্ব নিয়েছিলেন। উনি আমাদের যে জুলাই গণঅভ্যুত্থান আছে, সেটার যে প্রত্যাশা, সেটা পূরণ করার জন্য বিচার বিভাগীয় যে সংস্কারগুলি ছিল সেই সংস্কারগুলার ক্ষেত্রে অভিভাবকের ভূমিকা পালন করেছেন। — [45, 478, 277, 588]
newspaper-column-5 — [1019, 198, 1252, 2311]
page-number-badge — [1319, 37, 1386, 136]
article-headline: ওসমান হাদির — [104, 207, 218, 233]
article-headline: এক সময় জয়িতার — [83, 1392, 239, 1418]
page-header — [43, 31, 1496, 148]
article-body — [1263, 198, 1496, 260]
article-paragraph: অ্যাসিস্ট্যান্ট আব্দুর রহমান সানি ও তাবাসসুম ফারহানা নামে আরেকজনেরও টিকিট বুকিং রয়েছে। টিকিটের মোট মূল্য ৯ হাজার ৮৫৬ ব্রিটিশ পাউন্ড, বাংলাদেশি টাকায় যা প্রায় ১৬ লাখ টাকা। — [288, 1117, 521, 1166]
article-headline: আদালতের আদেশ — [1055, 616, 1215, 642]
article-paragraph: জয়িতা বিজয় মেলায় মহিলা ও শিশু বিষয়ক মন্ত্রণালয়ের সিনিয়র সচিব মমতাজ আহমেদ বিশেষ অতিথির বক্তৃতা করেন। — [45, 1665, 277, 1701]
continued-from-label: শেষ পাতার পর — [1347, 533, 1411, 546]
continued-from-label: প্রথম পাতার পর — [614, 694, 683, 708]
article-body — [1019, 1284, 1252, 1494]
article-body — [532, 1216, 765, 1464]
article-body — [1019, 666, 1252, 1224]
article-body — [289, 198, 521, 260]
continued-from-label: শেষ পাতার পর — [860, 1520, 924, 1533]
article-paragraph: বাহিনীগুলো কাজ করবে। ভোটকেন্দ্রের নিরাপত্তা ও প্রযুক্তি ব্যবহার ভোটকেন্দ্রের নিরাপত্তা নিশ্চিতে কমিশন বেশ কিছু কঠোর নির্দেশনা দিয়েছে নির্বাচন কমিশন। এর মধ্যে অধিক গুরুত্বপূর্ণ বা ঝুঁকিপূর্ণ ভোটকেন্দ্রে বিশেষ নিরাপত্তা ব্যবস্থা নিশ্চিত করতে হবে। ভোটকেন্দ্রগুলোতে সিসিটিভি কাভারেজ নিশ্চিত করা হবে। এছাড়া মাঠে দায়িত্বরত আইনশৃঙ্খলা বাহিনীর ব্যবহৃত 'ওচ উহধনষবফ ইড়ফু ডড়ৎহ' ক্যামেরার লাইভ ফিড সরাসরি নির্বাচন কমিশনের সমন্বয় সেলে প্রদর্শনের ব্যবস্থা করা হবে। — [288, 527, 521, 637]
article-headline: বাতাসে বিষ — [598, 663, 698, 690]
continued-from-label: শেষ পাতার পর — [1104, 1265, 1167, 1277]
article-paragraph: ফোনটি শুধু নতুন ডিজাইন বা দামের কারণে নয়, এর মেরামতির উচ্চ খরচের কারণেও শিরোনামে এসেছে। মেরামতির খরচ ফোনের দামের চেয়ে বেশি নয় বলে মনে করেন বিশ্লেষকরা। কিন্তু ভেতরের তিন ভাঁজের স্ক্রিন পরিবর্তনের খরচ অনেক বেশি। ক্রটির জটিলতার ওপর নির্ভর এ প্যানেল বদলাতে খরচ পড়তে পারে প্রায় ১ হাজার ১২০ থেকে ১ হাজার ২৪০ ডলার। এদিকে দক্ষিণ কোরিয়ায় বর্তমানে গ্যালাক্সি এস২৫ আলট্রা ফোনটি ১ হাজার ডলারের ওপরে বিক্রি হচ্ছে। — [532, 1524, 765, 1634]
article-body — [289, 1719, 521, 1831]
article-paragraph: কোনো ব্যাংকের অবস্থা ভালো থাকলে সেখানে হস্তক্ষেপ করা হবে না জানিয়ে তিনি বলেন, ব্যাংক যদি ভালো না হয়, আমরা সেখানে হস্তক্ষেপ করবো। সম্মিলিত ইসলামী ব্যাংক এখন খুব ভালো অবস্থায় রয়েছে। এর সব কাজ প্রায় শেষ পর্যায়ে। সাইন বোর্ড দু-একদিনের মধ্যে পরিবর্তন করা হবে। আমি মনে করি এই ব্যাংক ঘুরে দাঁড়াবে। এখানে সরকারের কোনো ক্ষতি হবে না। আহসান এইচ মনসুর বলেন, তারল্য সংকট কাটাতে ইসলামী ব্যাংককে ১০ হাজার কোটি টাকা সহায়তা দিয়েছে বাংলাদেশ ব্যাংক। তারপর তারা আর কোনো অর্থ নিতে আগ্রহ প্রকাশ করেনি। তারা নিজেরাই ডিপোজিট সংগ্রহ করেছে। ব্যাংকটির অবস্থা এখন ভালো। সেমিনারে সিপিডির নির্বাহী পরিচালক ড. ফাহমিদা খাতুন বলেন, অর্থনীতির সব সূচকই দুর্বল অবস্থায় ছিল। অনেকগুলো উদ্যোগ নেওয়া হয়েছে। তবে সংস্কারগুলো দৃশ্যমান হয়েছে আর্থিক ও ব্যাংকিং খাতে। সংস্কারের ফলাফল পুরোটা দেখতে পাইনি। এরজন্য সময় প্রয়োজন। তিনি বলেন, ২০২৪ সালের মাঝামাঝি মন্দ ঋণ ১১ থেকে ১২ শতাংশ ছিল। মন্দ ঋণ এখন ৩৬ শতাংশ। বাজেটের প্রায় ৮০ শতাংশ মন্দ ঋণ। ড. ফাহমিদা খাতুন বলেন, ঋণ বিতরণে পেশাদারত্বের অভাব রয়েছে। রাজনৈতিক যোগসূত্রে কোনো ধরনের পেশাদারত্ব বিবেচনা না করেই ঋণ দেওয়া হয়েছে। ইচ্ছাকৃতভাবে বারবার পুনঃতফসিল করা হয়েছে। মন্দ ঋণ এখন ১২ থেকে ৩৬ শতাংশ হয়ে গেছে। বেসরকারি ব্যাংকের চেয়ে সরকারি ব্যাংকে মন্দ ঋণের পরিমাণ আরও বেশি মন্দ ঋণ বা ঋণ খেলাপির দিক থেকে বাংলাদেশ বিশ্বের উপরের দিকে রয়েছে। তিনি বলেন, ব্যাংকের একীভূতকরণ কোনো সহজ কাজ নয়। এটি ম্যাজিক কোনো সমাধানও নয়। কেন্দ্রীয় ব্যাংকের স্বাধীনতা নিশ্চিত করতে হবে। একীভূতকরণের প্রক্রিয়া চলমান রাখতে হবে। — [1019, 260, 1252, 606]
article-paragraph: স্বরাষ্ট্র উপদেষ্টা বলেন, অন্যান্য ধর্মাবলম্বীদেরও তার জন্য দোয়া করতে বলবেন। আমাদের দোয়াই এখন তার জন্য সবচেয়ে বেশি দরকার। আপনারা যদি খাস দিলে দোয়া করেন, তিনি অবশ্যই সুস্থ হয়ে ফিরে আসবেন। — [45, 331, 277, 380]
article-headline: ভেনেজুয়েলা উপকূলে — [1042, 1600, 1229, 1626]
article-paragraph: বছরেই অর্জন করে ফেলেছি। আমরা প্রায় আড়াই বিলিয়ন ডলারের বেশি বাজার থেকে কিনেছি, আরও কিনবো যখনই দরকার হবে। — [775, 1538, 1008, 1575]
header-divider-right — [1304, 45, 1311, 123]
article-headline: ব্যাংক খাতে আস্থা — [814, 1488, 969, 1515]
article-body — [45, 257, 277, 418]
newspaper-column-3 — [532, 198, 765, 2311]
article-body — [289, 320, 521, 468]
article-paragraph: চানখার বিলের কান্দি গ্রামের কৃষাণী আকলীমা বেগম বলেন, সরিষা চাষে রোপণ থেকে শুরু করে তেমন বাড়তি খরচ লাগে না। আমি এ বছর ৩৫ শতাংশ জমিতে এবং আমার ছোট ভাই কালাম ২৩ শতাংশ জমিতে সরিষার আবাদ করেছি। শুধু সার দিলেই হয়। — [1263, 1160, 1495, 1220]
continued-from-label: শেষ পাতার পর — [1347, 300, 1411, 313]
article-paragraph: টাঙ্গাইলের মধুপুরে পূর্ব শত্রুতা ও জমি সংক্রান্ত বিরোধের জের ধরে কবরস্থানে হামলা করে ভাংচুর করেছে দুর্বৃত্তরা। এ সময় ৪২ দিন বয়সী সদ্য কবর দেয়া এক নবজাতকের কবর ভেঙে দিয়েছে তারা। শুধু তাই নয় কবরের পাশ দিয়ে রাস্তা বাহির করতে গেলে তাদেরকে বাঁধা দিলে দুপক্ষের মধ্যে হাতাহাতি ঘটনা ঘটলে উভয় পক্ষের বেশ কয়েকজন আহত হয়। আহতরা হলেন কবরস্থানের পক্ষের মকবুল হোসেনের ছেলে ফারুক আহমেদ(৩৪) সমাজবাসীর পক্ষের রাকিব(১৫),নিজাম(২১)হাসমত(২৩)। হারুন(২৫)সহ কয়েকজন প্রাথমিক চিকিৎসা নিয়েছেন। এ ছাড়া অপর পক্ষের রহিম মিয়া ও তার ছেলে রাজ্জাক আলী(৩৪)। ঘটনার বিবরণীতে জানাযায়, শুক্রবার (৫ ডিসেম্বর) জুমার নামাজের পূর্বে সকালে উপজেলার আউশনারা ইউনিয়নের ইকুরিয়াপাড়া গ্রামের ফারুক আহমেদের(৩৪) নবজাতক ৪২ দিন বয়সী একটি মেয়ে শিশু মারা গেলে তাকে সামাজিক কবরস্থানে দাফন করা হয়। ঘটনার দিন সকালে তারা ওই কবর ইট দিয়ে বাঁধাই করতে গেলে রাস্তা দাবিকারির সাথে বাগবিতণ্ডা হয়। — [1263, 1506, 1495, 1716]
article-paragraph: এ নিয়োগের ক্ষেত্রে নিয়োগপ্রাপ্তদের জ্যেষ্ঠতা অক্ষুণ্ণ রাখার স্বার্থে তাদের ব্যাচের নিয়োগপ্রাপ্তদের প্রথম যে তারিখে নিয়োগ প্রজ্ঞাপন জারি করা হয়েছিল সেই তারিখ হতে ভূতাপেক্ষিকভাবে নিয়োগ আদেশ কার্যকর হবে। এতে বলা হয়, তাদের ব্যাচের প্রথম নিয়োগ প্রজ্ঞাপনের যোগদানের তারিখ থেকে তাদের ধারণাগত জ্যেষ্ঠতা বজায় থাকবে। তবে এর ফলে তারা কোনো বকেয়া আর্থিক সুবিধাদি প্রাপ্য হবেন না। — [532, 1070, 765, 1156]
article-headline: ভোটের মাঠে — [350, 477, 459, 503]
continued-from-label: প্রথম পাতার পর — [370, 1098, 439, 1111]
continued-from-label: প্রথম পাতার পর — [370, 1700, 439, 1714]
article-body — [776, 1418, 1008, 1480]
article-paragraph: পারে। বিশেষ করে বস্ত্রশিল্প ও কৃষিখাত ক্ষতিগ্রস্ত হওয়ার আশঙ্কা রয়েছে, যা দেশের সাধারণ মানুষের জন্য হবে গুরুতর ধাক্কা। ফলে নতুন বছরে বাংলাদেশ-ভারত পানিবণ্টন চুক্তি কেবল কূটনৈতিক নয়, অর্থনৈতিক ও মানবিক দিক থেকেও একটি গুরুত্বপূর্ণ ইস্যু হয়ে উঠতে যাচ্ছে। — [775, 1417, 1008, 1478]
article-paragraph: ওলি তার নিকটতম প্রতিদ্বন্দ্বী ঈশ্বর পোখরেলের তুলনায় প্রায় তিন গুণ বেশি ভোট পেয়েছেন। ওলি পেয়েছেন ১ হাজার ৬৬৩ ভোট, আর পোখরেল পেয়েছেন ৫৬৪ ভোট। পশ্চিম নেপালের গান্দাকি প্রদেশ থেকে সম্মেলনে অংশ নিতে আসা ৪৫ বছর বয়সী তারা মায়া থাপা মাগার বলেন, আমি খুশি যে তিনি জিতেছেন। এই মুহূর্তে দেশের জন্য তিনিই সবচেয়ে প্রয়োজনীয় নেতা। ওলির ক্ষমতাচ্যুত হওয়ার পর সাবেক প্রধান বিচারপতি সুশীলা কার্কি অন্তর্বর্তী প্রধানমন্ত্রী হিসেবে দায়িত্ব নেন। — [775, 1209, 1008, 1319]
article-body — [1263, 553, 1496, 689]
article-columns — [45, 198, 1495, 2311]
continued-from-label: শেষ পাতার পর — [1104, 648, 1167, 661]
article-headline: ফের দলের — [846, 1159, 938, 1185]
